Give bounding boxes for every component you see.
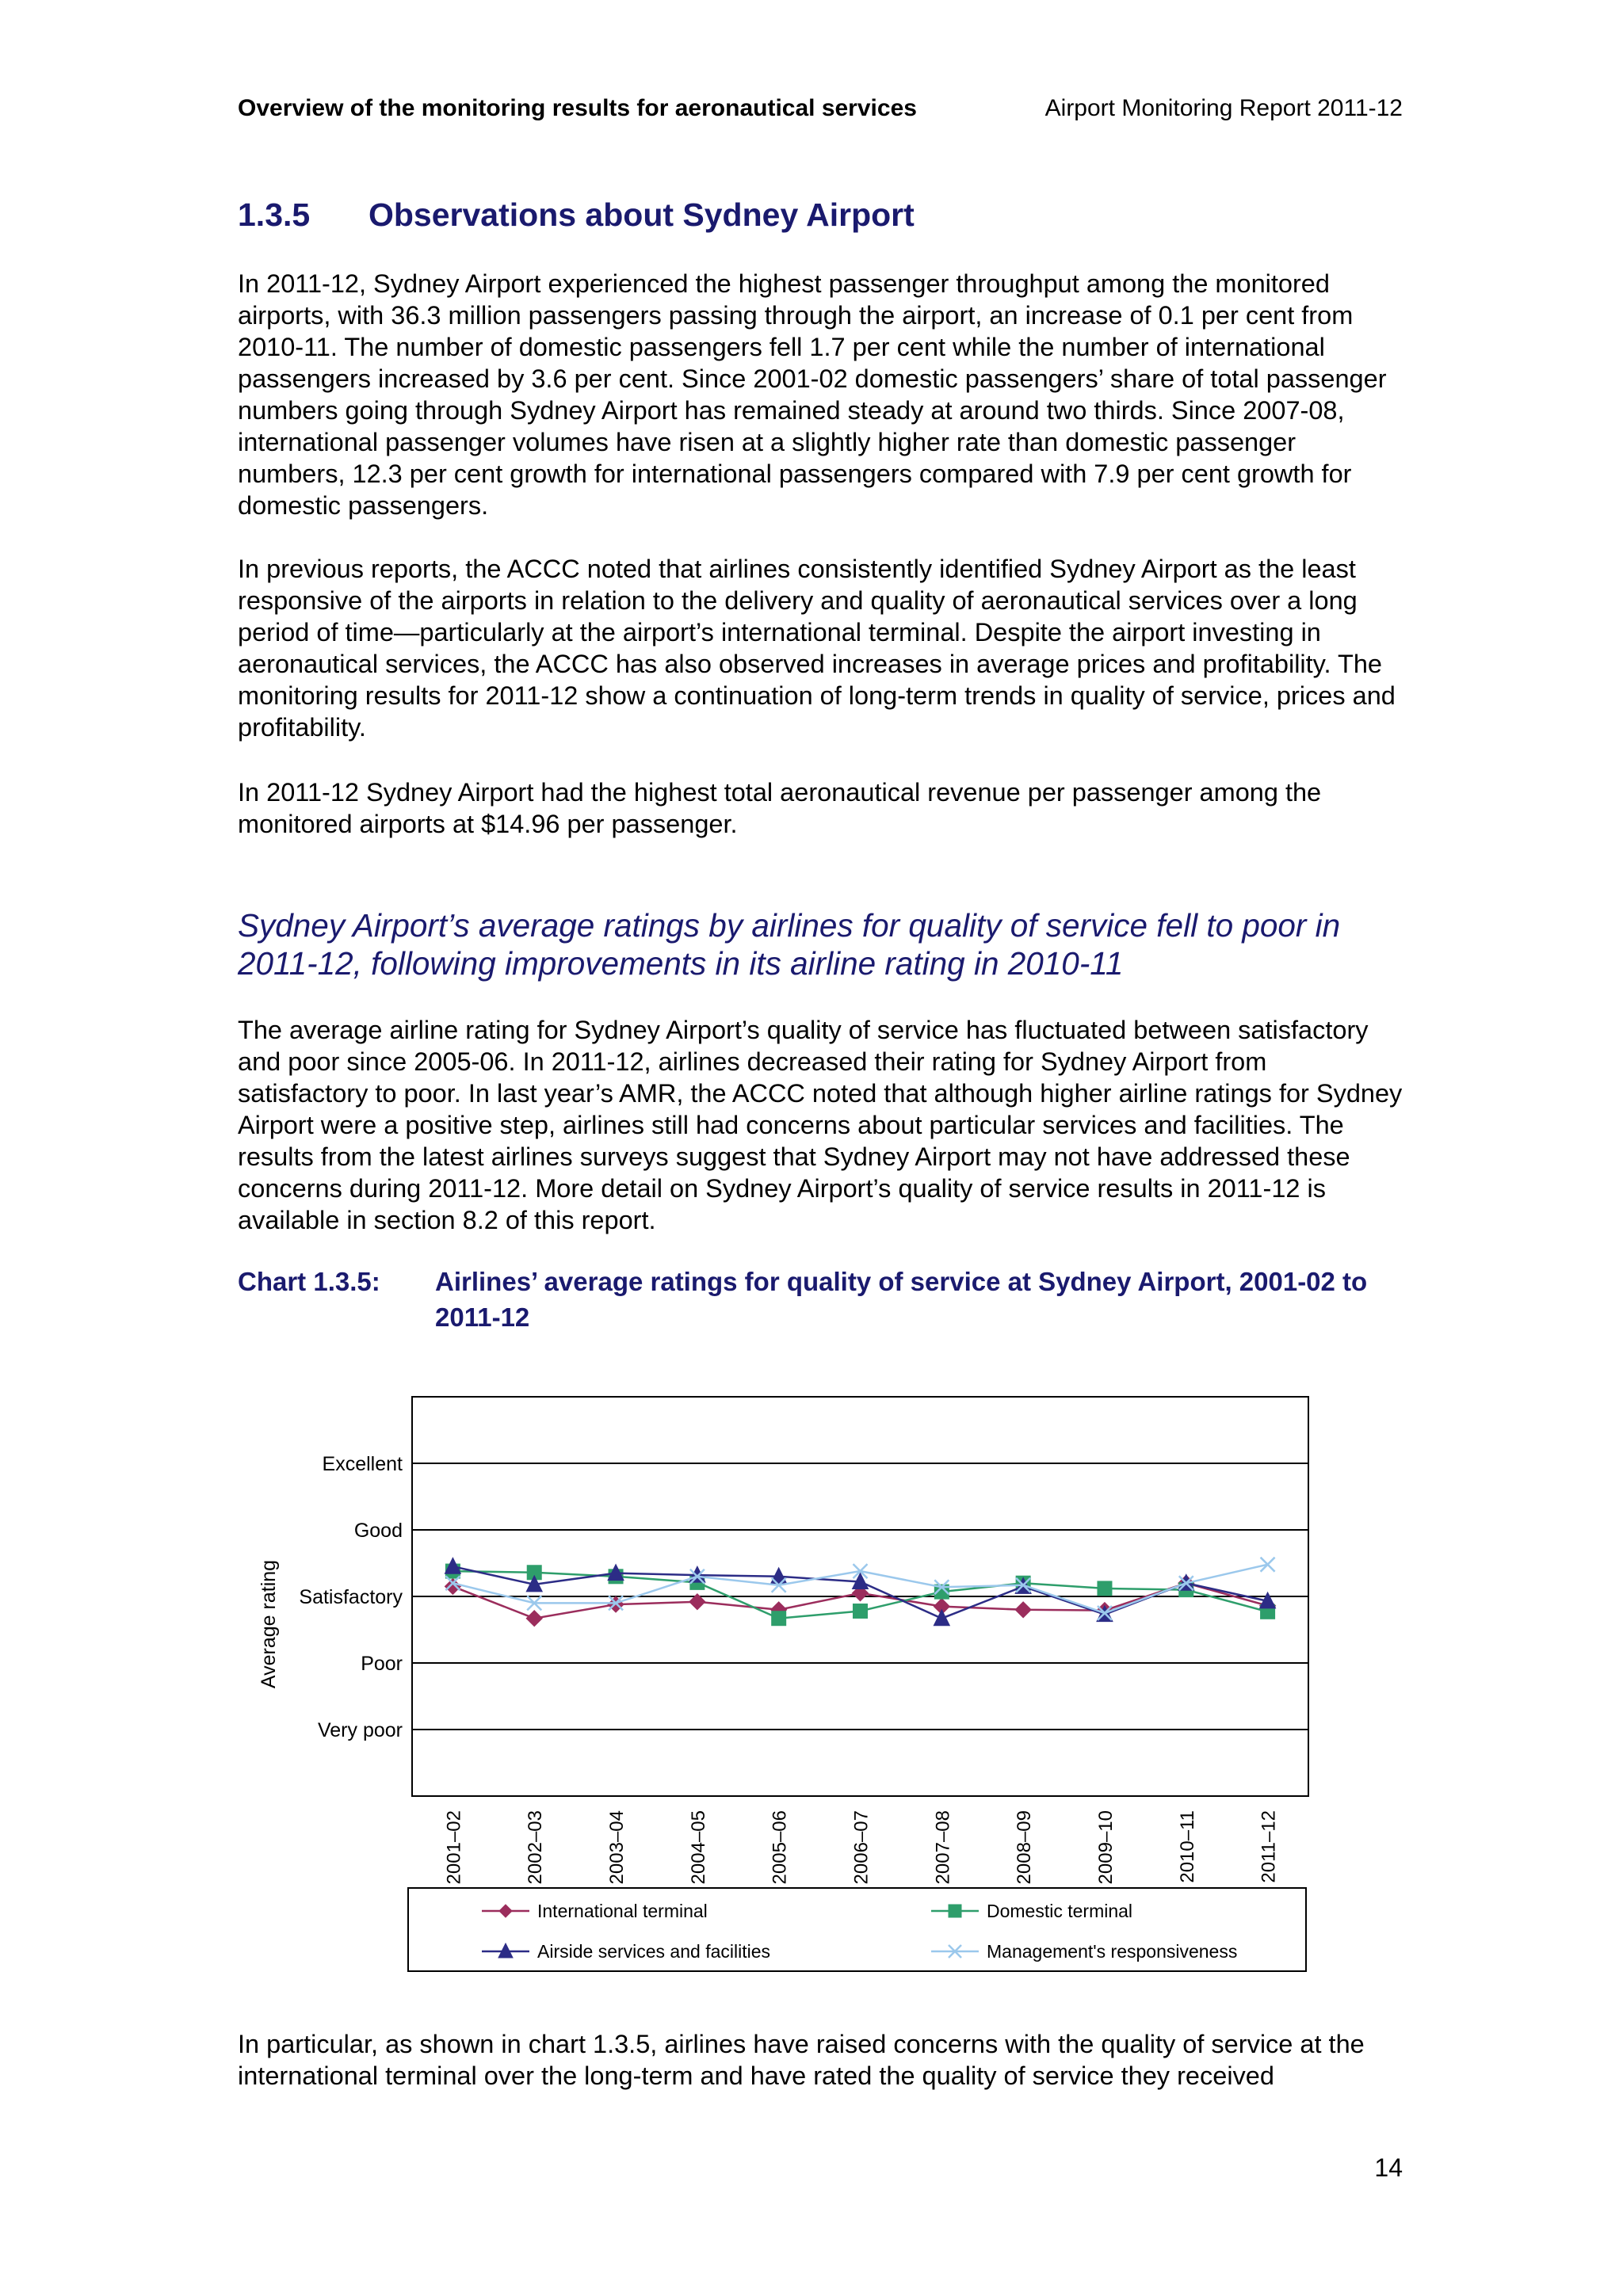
subheading-airline-ratings: Sydney Airport’s average ratings by airlines for quality of service fell to poor in 2011-12, following improvements in its airline rating in 2010-11 xyxy=(238,907,1341,982)
y-tick-label: Good xyxy=(353,1520,403,1542)
data-point-domestic-terminal xyxy=(1098,1581,1112,1596)
x-axis-tick-labels xyxy=(443,1810,1279,1884)
data-point-domestic-terminal xyxy=(772,1611,786,1626)
legend-marker xyxy=(949,1905,961,1917)
paragraph-airline-rating-detail: The average airline rating for Sydney Airport’s quality of service has fluctuated between satisfactory and poor since 2005-06. In 2011-12, airlines decreased their rating for Sydney Airport from satisfactory to poor. In last year’s AMR, the ACCC noted that although higher airline ratings for Sydney Airport were a positive step, airlines still had concerns about particular services and facilities. The results from the latest airlines surveys suggest that Sydney Airport may not have addressed these concerns during 2011-12. More detail on Sydney Airport’s quality of service results in 2011-12 is available in section 8.2 of this report. xyxy=(238,1016,1403,1234)
y-tick-label: Excellent xyxy=(322,1453,403,1475)
x-tick-label: 2005–06 xyxy=(769,1810,791,1885)
legend-label: Airside services and facilities xyxy=(537,1941,771,1962)
paragraph-previous-reports: In previous reports, the ACCC noted that airlines consistently identified Sydney Airport as the least responsive of the airports in relation to the delivery and quality of aeronautical services over a long period of time—particularly at the airport’s international terminal. Despite the airport investing in aeronautical services, the ACCC has also observed increases in average prices and profitability. The monitoring results for 2011-12 show a continuation of long-term trends in quality of service, prices and profitability. xyxy=(238,555,1396,742)
x-tick-label: 2002–03 xyxy=(525,1810,547,1885)
running-header-title: Overview of the monitoring results for aeronautical services xyxy=(238,95,917,121)
x-tick-label: 2004–05 xyxy=(687,1810,709,1885)
x-tick-label: 2010–11 xyxy=(1176,1810,1198,1883)
y-axis-label: Average rating xyxy=(258,1559,280,1689)
paragraph-international-terminal-concerns: In particular, as shown in chart 1.3.5, airlines have raised concerns with the quality of service at the international terminal over the long-term and have rated the quality of service they received xyxy=(238,2030,1365,2090)
chart-caption-label: Chart 1.3.5: xyxy=(238,1267,380,1296)
x-tick-label: 2009–10 xyxy=(1094,1810,1117,1885)
page-number: 14 xyxy=(1374,2153,1403,2182)
x-tick-label: 2006–07 xyxy=(850,1810,873,1885)
data-point-domestic-terminal xyxy=(854,1604,868,1618)
y-tick-label: Poor xyxy=(361,1653,403,1675)
y-axis-tick-labels xyxy=(299,1453,403,1741)
x-tick-label: 2008–09 xyxy=(1014,1810,1036,1885)
x-tick-label: 2003–04 xyxy=(606,1810,628,1885)
y-tick-label: Very poor xyxy=(317,1719,403,1741)
x-tick-label: 2007–08 xyxy=(932,1810,954,1885)
paragraph-passenger-throughput: In 2011-12, Sydney Airport experienced the highest passenger throughput among the monitored airports, with 36.3 million passengers passing through the airport, an increase of 0.1 per cent from 2010-11. The number of domestic passengers fell 1.7 per cent while the number of international passengers increased by 3.6 per cent. Since 2001-02 domestic passengers’ share of total passenger numbers going through Sydney Airport has remained steady at around two thirds. Since 2007-08, international passenger volumes have risen at a slightly higher rate than domestic passenger numbers, 12.3 per cent growth for international passengers compared with 7.9 per cent growth for domestic passengers. xyxy=(238,269,1387,520)
legend-label: Domestic terminal xyxy=(987,1901,1133,1921)
paragraph-revenue-per-passenger: In 2011-12 Sydney Airport had the highest total aeronautical revenue per passenger among the monitored airports at $14.96 per passenger. xyxy=(238,778,1322,838)
y-tick-label: Satisfactory xyxy=(299,1586,403,1608)
x-tick-label: 2011–12 xyxy=(1258,1810,1280,1883)
x-tick-label: 2001–02 xyxy=(443,1810,465,1885)
legend-label: Management's responsiveness xyxy=(987,1941,1238,1962)
legend-label: International terminal xyxy=(537,1901,708,1921)
section-number: 1.3.5 xyxy=(238,196,311,233)
chart-caption-text: Airlines’ average ratings for quality of service at Sydney Airport, 2001-02 to 2011-12 xyxy=(435,1267,1368,1332)
running-header-report-name: Airport Monitoring Report 2011-12 xyxy=(1044,95,1403,121)
section-title: Observations about Sydney Airport xyxy=(369,196,915,233)
